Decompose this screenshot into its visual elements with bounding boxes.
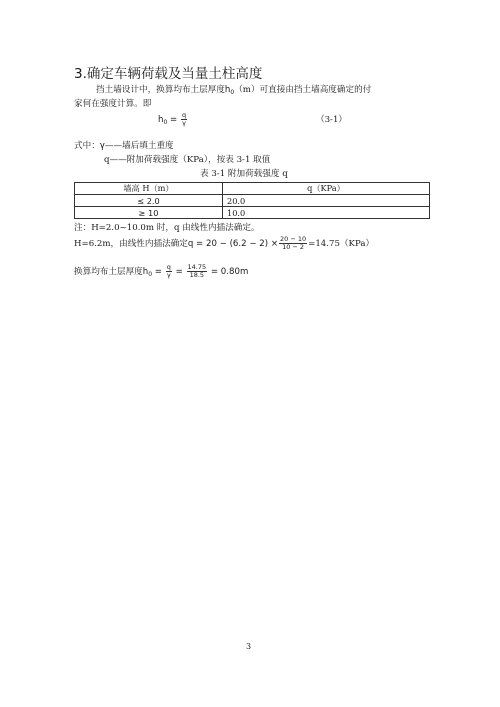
intro-line-1-a: 挡土墙设计中，换算均布土层厚度	[96, 85, 225, 95]
result-label: 换算均布土层厚度	[74, 267, 143, 277]
interp-expression: q = 20 − (6.2 − 2) ×	[187, 239, 279, 249]
where-gamma-text: ——墙后填土重度	[104, 141, 174, 151]
result-eq2: =	[172, 267, 186, 277]
cell-q: 20.0	[223, 195, 430, 207]
note-line-2	[74, 236, 374, 251]
h0-subscript: 0	[230, 89, 235, 96]
result-num1: q	[166, 263, 171, 271]
formula-3-1	[158, 112, 188, 127]
cell-height: ≥ 10	[75, 207, 223, 219]
result-value: = 0.80m	[208, 267, 249, 277]
result-fraction-2	[187, 264, 208, 279]
h0-base: h	[224, 85, 231, 95]
where-line-1	[74, 140, 174, 153]
result-den1: γ	[166, 271, 171, 279]
formula-tag: （3-1）	[316, 115, 348, 125]
section-heading: 3.确定车辆荷载及当量土柱高度	[74, 66, 263, 82]
table-caption: 表 3-1 附加荷载强度 q	[200, 169, 288, 179]
result-eq1: =	[152, 267, 165, 277]
h0-symbol	[225, 85, 234, 95]
formula-num: q	[181, 111, 187, 119]
intro-line-1	[96, 84, 371, 97]
formula-eq: =	[167, 115, 180, 125]
formula-lhs-sub: 0	[163, 119, 168, 126]
result-lhs: h	[142, 267, 149, 277]
where-prefix: 式中：	[74, 141, 100, 151]
intro-line-1-b: （m）可直接由挡土墙高度确定的付	[234, 85, 372, 95]
result-line	[74, 264, 248, 279]
result-den2: 18.5	[189, 271, 205, 279]
where-line-2: q——附加荷载强度（KPa），按表 3-1 取值	[104, 155, 271, 165]
interp-den: 10 − 2	[282, 243, 305, 251]
cell-height: ≤ 2.0	[75, 195, 223, 207]
table-row	[75, 207, 430, 219]
header-height: 墙高 H（m）	[75, 183, 223, 195]
result-fraction-1	[166, 264, 172, 279]
result-num2: 14.75	[187, 263, 207, 271]
table-row	[75, 195, 430, 207]
gamma-symbol: γ	[99, 141, 105, 151]
interp-num: 20 − 10	[280, 235, 307, 243]
formula-fraction	[181, 112, 187, 127]
cell-q: 10.0	[223, 207, 430, 219]
note-line-2-a: H=6.2m，由线性内插法确定	[74, 239, 188, 249]
note-line-1: 注：H=2.0~10.0m 时，q 由线性内插法确定。	[74, 223, 260, 233]
intro-line-2: 家何在强度计算。即	[74, 99, 152, 109]
load-table	[74, 182, 430, 219]
header-q: q（KPa）	[223, 183, 430, 195]
result-lhs-sub: 0	[148, 271, 153, 278]
table-header-row	[75, 183, 430, 195]
result-formula	[142, 263, 249, 279]
page-number: 3	[246, 642, 252, 651]
formula-den: γ	[182, 119, 186, 127]
interp-fraction	[279, 236, 307, 251]
note-line-2-c: =14.75（KPa）	[308, 239, 375, 249]
formula-lhs: h	[158, 115, 164, 125]
